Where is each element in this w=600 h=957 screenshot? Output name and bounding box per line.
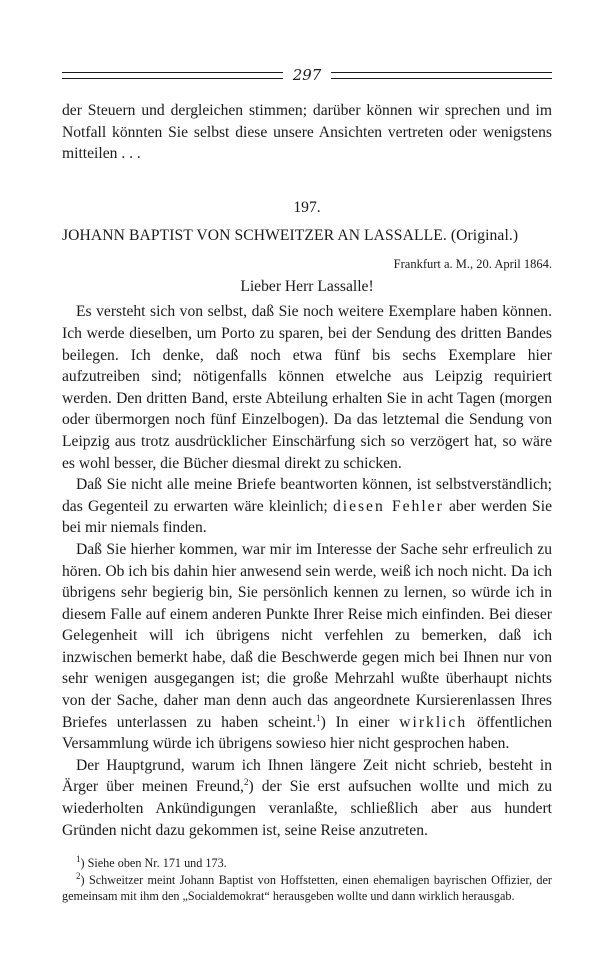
footnote-ref-2: 2 [243, 777, 249, 788]
p3-text-a: Daß Sie hierher kommen, war mir im Interesse der Sache sehr erfreulich zu hören. Ob ich bis dahin hier anwesend sein werde, weiß ich noch nicht. Da ich übrigens sehr begierig bin, Sie persönlich kennen zu lernen, so würde ich in diesem Falle auf einem anderen Punkte Ihrer Reise mich einfinden. Bei dieser Gelegenheit will ich übrigens nicht verfehlen zu bemerken, daß ich inzwischen bemerkt habe, daß die Beschwerde gegen mich bei Ihnen nur von sehr wenigen ausgegangen ist; die große Mehrzahl wußte überhaupt nichts von der Sache, daher man denn auch das angeordnete Kursierenlassen Ihres Briefes unterlassen zu haben scheint. [62, 540, 552, 731]
footnotes [62, 855, 552, 905]
p3-text-c: öffentlichen Versammlung würde ich übrigens sowieso hier nicht gesprochen haben. [62, 713, 553, 753]
p3-text-b: ) In einer [320, 713, 400, 731]
letter-heading: JOHANN BAPTIST VON SCHWEITZER AN LASSALLE. (Original.) [62, 226, 519, 244]
page-header [62, 64, 552, 86]
lead-text: der Steuern und dergleichen stimmen; darüber können wir sprechen und im Notfall könnten Sie selbst diese unsere Ansichten vertreten oder wenigstens mitteilen . . . [62, 102, 552, 163]
book-page [62, 64, 552, 905]
p2-text-b: aber werden Sie bei mir niemals finden. [62, 497, 552, 537]
page-number: 297 [292, 66, 322, 84]
p4-text-b: ) der Sie erst aufsuchen wollte und mich zu wiederholten Ankündigungen veranlaßte, schließlich aber aus hundert Gründen nicht dazu gekommen ist, seine Reise anzutreten. [62, 778, 552, 839]
letter-paragraph-4 [62, 755, 552, 841]
footnote-2-text: ) Schweitzer meint Johann Baptist von Hoffstetten, einen ehemaligen bayrischen Offizier, der gemeinsam mit ihm den „Socialdemokrat“ herausgeben wollte und dann wirklich herausgab. [62, 872, 552, 904]
letter-paragraph-2 [62, 474, 552, 539]
letter-place-date: Frankfurt a. M., 20. April 1864. [393, 256, 552, 271]
letter-paragraph-1: Es versteht sich von selbst, daß Sie noch weitere Exemplare haben können. Ich werde dieselben, um Porto zu sparen, bei der Sendung des dritten Bandes beilegen. Ich denke, daß noch etwa fünf bis sechs Exemplare hier aufzutreiben sind; nötigenfalls können etwelche aus Leipzig requiriert werden. Den dritten Band, erste Abteilung erhalten Sie in acht Tagen (morgen oder übermorgen noch fünf Einzelbogen). Da das letztemal die Sendung von Leipzig aus trotz ausdrücklicher Einschärfung sich so verzögert hat, so wäre es wohl besser, die Bücher diesmal direkt zu schicken. [62, 303, 552, 472]
letter-paragraph-3 [62, 539, 552, 755]
p2-text-a: Daß Sie nicht alle meine Briefe beantworten können, ist selbstverständlich; das Gegenteil zu erwarten wäre kleinlich; [62, 476, 552, 515]
p4-text-a: Der Hauptgrund, warum ich Ihnen längere Zeit nicht schrieb, besteht in Ärger über meinen Freund, [62, 756, 552, 796]
footnote-2 [62, 872, 552, 905]
header-rule-left [62, 72, 283, 79]
lead-paragraph [62, 100, 552, 165]
letter-number: 197. [293, 198, 321, 216]
footnote-2-mark: 2 [76, 870, 81, 881]
footnote-ref-1: 1 [316, 712, 321, 723]
footnote-1-text: ) Siehe oben Nr. 171 und 173. [80, 856, 227, 871]
letter-body [62, 301, 552, 841]
footnote-1-mark: 1 [76, 854, 81, 865]
p3-emphasis: wirklich [399, 713, 468, 731]
header-rule-right [331, 72, 552, 79]
p2-emphasis: diesen Fehler [332, 497, 444, 515]
letter-salutation: Lieber Herr Lassalle! [240, 277, 374, 295]
footnote-1 [62, 855, 552, 872]
